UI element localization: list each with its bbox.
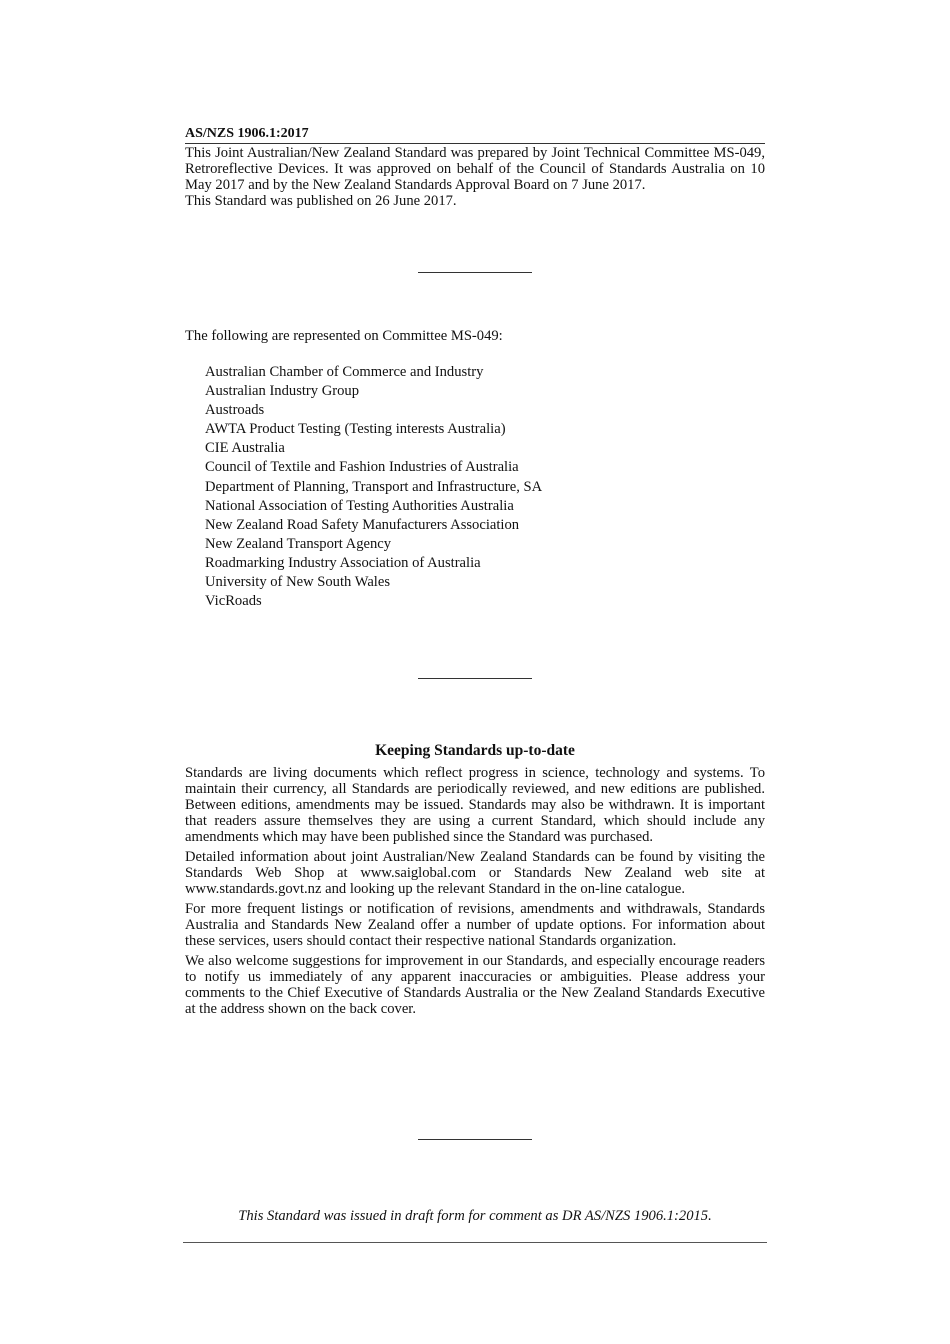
committee-member: Roadmarking Industry Association of Australia: [205, 554, 481, 571]
committee-member: CIE Australia: [205, 440, 285, 457]
committee-member: Australian Industry Group: [205, 383, 360, 400]
body-paragraph: Standards are living documents which reflect progress in science, technology and systems. To maintain their currency, all Standards are periodically reviewed, and new editions are published. Between editions, amendments may be issued. Standards may also be withdrawn. It is important that readers assure themselves they are using a current Standard, which should include any amendments which may have been published since the Standard was purchased.: [185, 765, 765, 845]
committee-member-list: [205, 363, 542, 611]
publication-date: This Standard was published on 26 June 2017.: [185, 193, 457, 209]
section-divider: [418, 272, 532, 273]
body-paragraph: Detailed information about joint Australian/New Zealand Standards can be found by visiting the Standards Web Shop at www.saiglobal.com or Standards New Zealand web site at www.standards.govt.nz and looking up the relevant Standard in the on-line catalogue.: [185, 849, 765, 897]
committee-intro: The following are represented on Committee MS-049:: [185, 328, 503, 344]
section-divider: [418, 1139, 532, 1140]
draft-note: This Standard was issued in draft form for comment as DR AS/NZS 1906.1:2015.: [238, 1208, 712, 1224]
committee-member: University of New South Wales: [205, 574, 391, 591]
preparation-paragraph: This Joint Australian/New Zealand Standard was prepared by Joint Technical Committee MS-049, Retroreflective Devices. It was approved on behalf of the Council of Standards Australia on 10 May 2017 and by the New Zealand Standards Approval Board on 7 June 2017.: [185, 145, 765, 193]
committee-member: Department of Planning, Transport and Infrastructure, SA: [205, 478, 543, 495]
section-divider: [418, 678, 532, 679]
committee-member: Council of Textile and Fashion Industries of Australia: [205, 459, 519, 476]
body-paragraph: For more frequent listings or notification of revisions, amendments and withdrawals, Standards Australia and Standards New Zealand offer a number of update options. For information about these services, users should contact their respective national Standards organization.: [185, 901, 765, 949]
committee-member: Austroads: [205, 402, 265, 419]
committee-member: New Zealand Transport Agency: [205, 535, 392, 552]
committee-member: Australian Chamber of Commerce and Industry: [205, 364, 484, 380]
committee-member: AWTA Product Testing (Testing interests Australia): [205, 421, 506, 438]
committee-member: National Association of Testing Authorities Australia: [205, 497, 514, 514]
committee-member: New Zealand Road Safety Manufacturers Association: [205, 516, 520, 533]
committee-member: VicRoads: [205, 593, 262, 610]
standard-identifier: AS/NZS 1906.1:2017: [185, 126, 765, 144]
body-paragraph: We also welcome suggestions for improvement in our Standards, and especially encourage readers to notify us immediately of any apparent inaccuracies or ambiguities. Please address your comments to the Chief Executive of Standards Australia or the New Zealand Standards Executive at the address shown on the back cover.: [185, 953, 765, 1017]
preparation-statement: [185, 145, 765, 209]
footer-rule: [183, 1242, 767, 1243]
keeping-standards-body: [185, 765, 765, 1021]
keeping-standards-heading: Keeping Standards up-to-date: [375, 742, 575, 759]
